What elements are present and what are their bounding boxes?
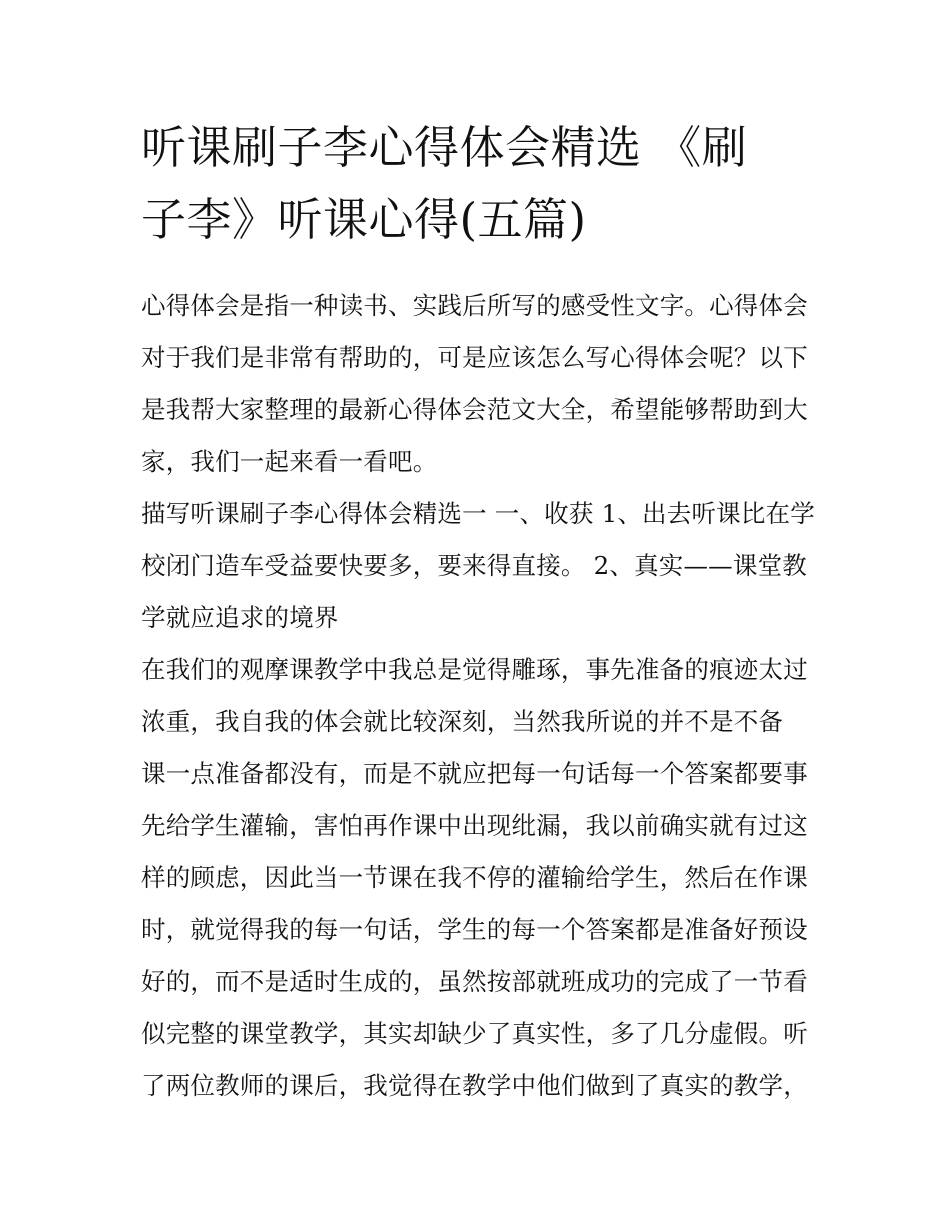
text-line: 似完整的课堂教学，其实却缺少了真实性，多了几分虚假。听 [141,1019,808,1048]
text-line: 时，就觉得我的每一句话，学生的每一个答案都是准备好预设 [141,915,808,944]
paragraph-intro [141,280,813,488]
paragraph-body [141,644,813,1112]
text-line: 先给学生灌输，害怕再作课中出现纰漏，我以前确实就有过这 [141,811,808,840]
document-body [141,112,813,1112]
text-line: 好的，而不是适时生成的，虽然按部就班成功的完成了一节看 [141,967,808,996]
text-line: 家，我们一起来看一看吧。 [141,447,438,476]
text-line: 浓重，我自我的体会就比较深刻，当然我所说的并不是不备 [141,707,784,736]
paragraph-section-one [141,488,813,644]
text-line: 在我们的观摩课教学中我总是觉得雕琢，事先准备的痕迹太过 [141,655,808,684]
text-line: 课一点准备都没有，而是不就应把每一句话每一个答案都要事 [141,759,808,788]
text-line: 是我帮大家整理的最新心得体会范文大全，希望能够帮助到大 [141,395,808,424]
text-line: 描写听课刷子李心得体会精选一 一、收获 1、出去听课比在学 [141,499,815,528]
document-title [141,112,813,256]
text-line: 了两位教师的课后，我觉得在教学中他们做到了真实的教学， [141,1071,808,1100]
text-line: 学就应追求的境界 [141,603,339,632]
text-line: 心得体会是指一种读书、实践后所写的感受性文字。心得体会 [141,291,808,320]
text-line: 对于我们是非常有帮助的，可是应该怎么写心得体会呢？以下 [141,343,808,372]
text-line: 样的顾虑，因此当一节课在我不停的灌输给学生，然后在作课 [141,863,808,892]
title-line: 听课刷子李心得体会精选 《刷 [141,121,748,174]
title-line: 子李》听课心得(五篇) [141,193,587,246]
text-line: 校闭门造车受益要快要多，要来得直接。 2、真实——课堂教 [141,551,807,580]
